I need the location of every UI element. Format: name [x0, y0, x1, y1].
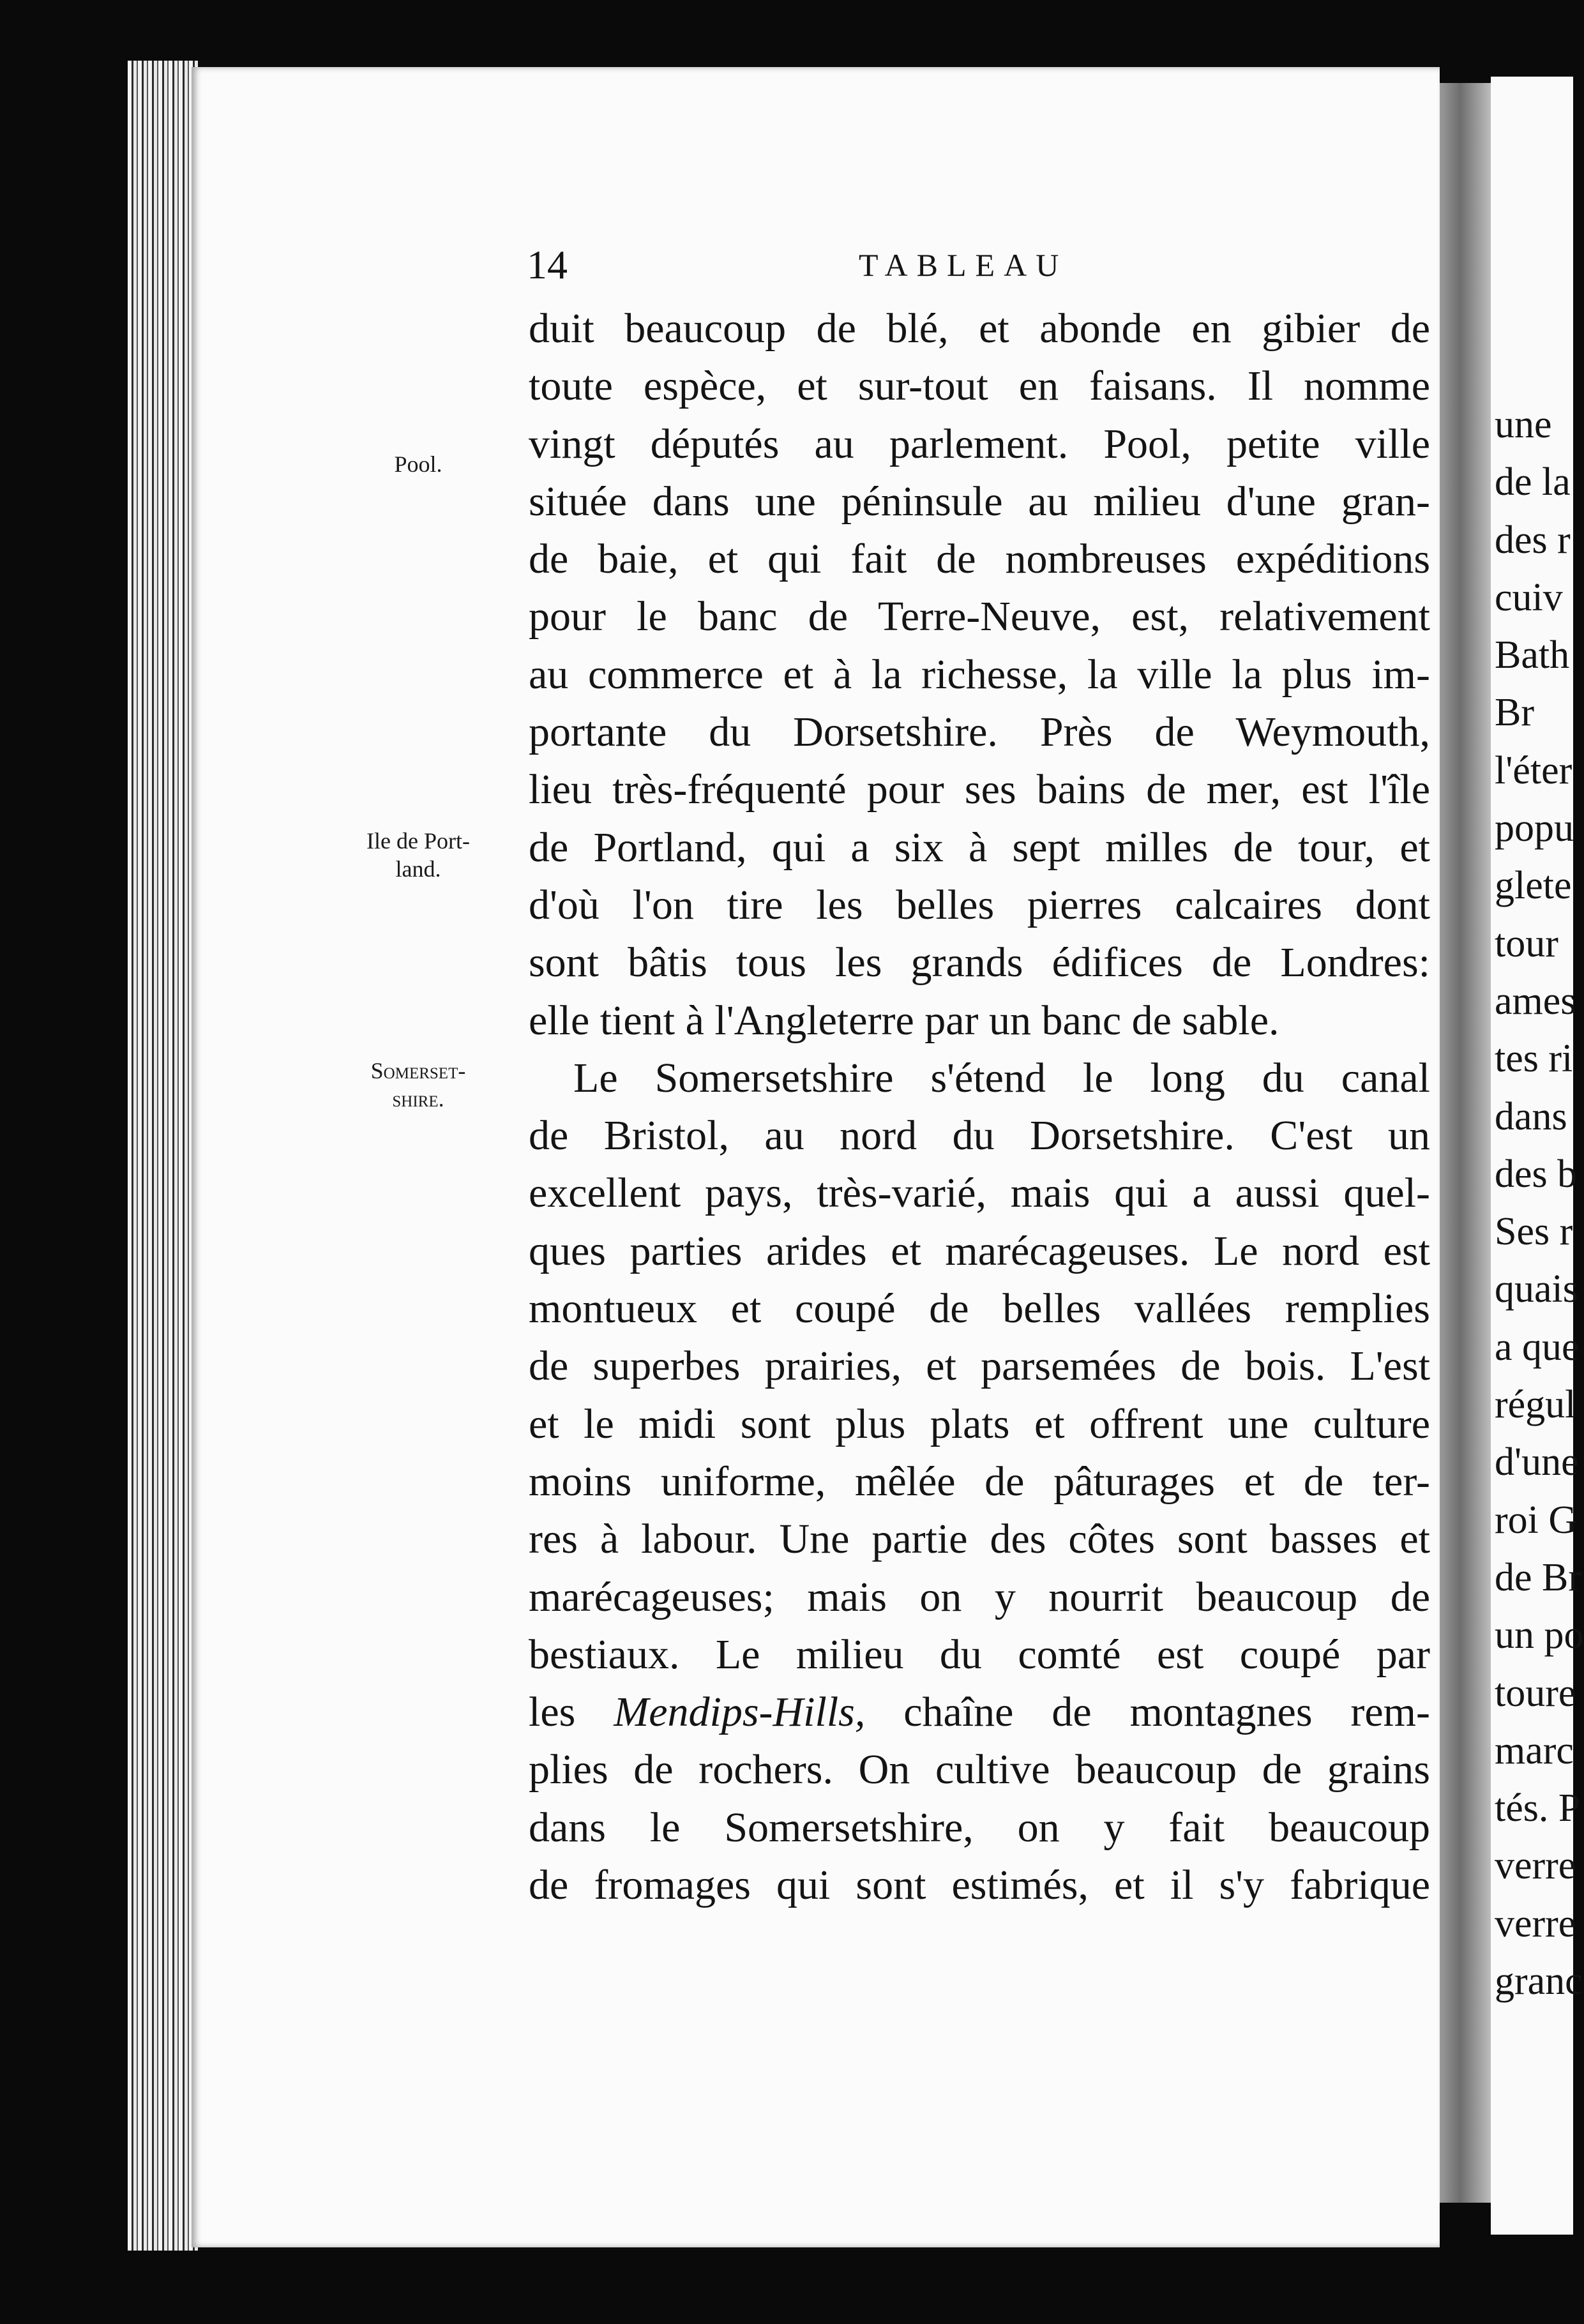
facing-line: quais — [1495, 1267, 1578, 1311]
margin-note-text: Pool. — [394, 451, 442, 477]
text-line: située dans une péninsule au milieu d'une gran- — [529, 478, 1430, 525]
facing-line: des b — [1495, 1152, 1578, 1196]
margin-note-text: Somerset- — [370, 1058, 466, 1083]
running-head — [527, 243, 1440, 287]
facing-line: ames — [1495, 979, 1576, 1023]
facing-line: tés. P — [1495, 1786, 1581, 1830]
facing-line: popu — [1495, 806, 1574, 850]
text-line: moins uniforme, mêlée de pâturages et de ter- — [529, 1458, 1430, 1505]
text-line: res à labour. Une partie des côtes sont basses et — [529, 1516, 1430, 1563]
paragraph-start-line: Le Somersetshire s'étend le long du canal — [573, 1054, 1430, 1101]
text-line: elle tient à l'Angleterre par un banc de sable. — [529, 997, 1279, 1044]
text-line: de superbes prairies, et parsemées de bois. L'est — [529, 1343, 1430, 1390]
facing-line: verre — [1495, 1901, 1576, 1945]
facing-line: dans — [1495, 1094, 1567, 1138]
text-line: toute espèce, et sur-tout en faisans. Il nomme — [529, 363, 1430, 410]
text-line: vingt députés au parlement. Pool, petite ville — [529, 420, 1430, 467]
facing-line: cuiv — [1495, 575, 1563, 619]
facing-line: de la — [1495, 460, 1571, 504]
facing-page — [1491, 77, 1584, 2235]
facing-line: marc — [1495, 1728, 1574, 1772]
facing-line: a que — [1495, 1325, 1580, 1369]
text-line: et le midi sont plus plats et offrent une culture — [529, 1400, 1430, 1447]
facing-line: tes ri — [1495, 1037, 1573, 1081]
margin-note-somerset — [322, 1057, 514, 1113]
book-gutter — [1440, 83, 1491, 2203]
margin-note-text: Ile de Port- — [366, 828, 470, 854]
facing-line: roi G — [1495, 1498, 1578, 1542]
text-line: d'où l'on tire les belles pierres calcaires dont — [529, 881, 1430, 928]
facing-line: toure — [1495, 1671, 1576, 1715]
facing-page-text — [1491, 396, 1584, 2010]
text-line: de Portland, qui a six à sept milles de tour, et — [529, 824, 1430, 871]
text-line: de fromages qui sont estimés, et il s'y fabrique — [529, 1862, 1430, 1909]
italic-place-name: Mendips-Hills, — [614, 1689, 866, 1736]
facing-line: l'éter — [1495, 748, 1573, 792]
text-segment: les — [529, 1689, 614, 1736]
text-line: montueux et coupé de belles vallées remplies — [529, 1285, 1430, 1332]
facing-line: verre — [1495, 1844, 1576, 1888]
facing-line: régul — [1495, 1383, 1576, 1427]
text-line: sont bâtis tous les grands édifices de Londres: — [529, 939, 1430, 986]
facing-line: glete — [1495, 864, 1572, 908]
facing-line: Br — [1495, 691, 1534, 735]
facing-line: Bath — [1495, 633, 1570, 677]
text-line: plies de rochers. On cultive beaucoup de grains — [529, 1746, 1430, 1793]
text-segment: chaîne de montagnes rem- — [865, 1689, 1430, 1736]
facing-line: granc — [1495, 1959, 1583, 2003]
page-number: 14 — [527, 242, 568, 287]
text-line: pour le banc de Terre-Neuve, est, relativement — [529, 593, 1430, 640]
text-line: lieu très-fréquenté pour ses bains de mer, est l'île — [529, 766, 1430, 813]
text-line: ques parties arides et marécageuses. Le nord est — [529, 1227, 1430, 1274]
text-line: duit beaucoup de blé, et abonde en gibier de — [529, 305, 1430, 352]
facing-line: d'une — [1495, 1440, 1579, 1484]
text-line: marécageuses; mais on y nourrit beaucoup de — [529, 1573, 1430, 1620]
facing-line: des r — [1495, 518, 1571, 562]
facing-line: de Br — [1495, 1555, 1582, 1599]
margin-note-pool — [380, 450, 456, 478]
body-text — [529, 300, 1430, 1914]
text-line: dans le Somersetshire, on y fait beaucoup — [529, 1804, 1430, 1851]
text-line: excellent pays, très-varié, mais qui a aussi quel- — [529, 1170, 1430, 1217]
text-line: portante du Dorsetshire. Près de Weymouth, — [529, 709, 1430, 756]
text-line: de Bristol, au nord du Dorsetshire. C'est un — [529, 1112, 1430, 1159]
facing-line: Ses r — [1495, 1210, 1573, 1254]
text-line: bestiaux. Le milieu du comté est coupé par — [529, 1631, 1430, 1678]
margin-note-text: land. — [395, 856, 441, 882]
page-block-edges — [128, 61, 198, 2251]
facing-line: un po — [1495, 1613, 1584, 1657]
facing-line: tour — [1495, 921, 1558, 965]
running-title: TABLEAU — [859, 247, 1068, 283]
text-line: au commerce et à la richesse, la ville la plus im- — [529, 651, 1430, 698]
text-line: de baie, et qui fait de nombreuses expéditions — [529, 536, 1430, 583]
margin-note-portland — [329, 827, 508, 883]
text-line-with-italic — [529, 1684, 1430, 1741]
margin-note-text: shire. — [392, 1086, 444, 1112]
facing-line: une — [1495, 403, 1552, 446]
